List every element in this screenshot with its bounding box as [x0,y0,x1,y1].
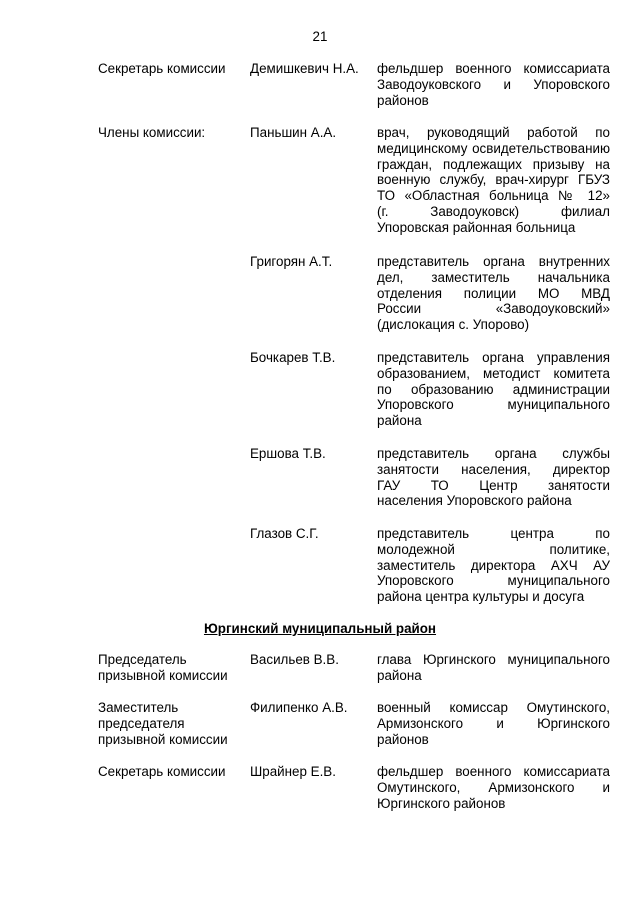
member-position-line: ГАУ ТО Центр занятости [377,477,610,493]
member-name: Глазов С.Г. [250,526,319,541]
page-number: 21 [312,29,328,44]
member-position-line: глава Юргинского муниципального [377,652,610,667]
member-name: Бочкарев Т.В. [250,350,336,365]
member-name: Демишкевич Н.А. [250,61,359,76]
member-position-line: ТО «Областная больница № 12» [377,188,610,204]
member-position-line: районов [377,92,429,108]
member-position-line: Омутинского, Армизонского и [377,779,610,795]
member-role-line: Председатель [98,652,187,667]
member-position [377,700,610,747]
member-position-line: Упоровского муниципального [377,573,610,589]
member-role-line: Секретарь комиссии [98,764,226,779]
member-position [377,350,610,429]
member-position-line: (г. Заводоуковск) филиал [377,203,610,219]
member-position-line: отделения полиции МО МВД [377,285,610,301]
member-role [98,700,248,747]
member-position-line: молодежной политике, [377,541,610,557]
member-position [377,125,610,236]
member-role [98,125,248,141]
member-position-line: медицинскому освидетельствованию [377,140,610,156]
member-name: Паньшин А.А. [250,125,337,140]
member-position-line: представитель центра по [377,526,610,541]
member-position-line: фельдшер военного комиссариата [377,764,610,779]
member-position-line: граждан, подлежащих призыву на [377,156,610,172]
member-name: Григорян А.Т. [250,254,333,269]
member-role [98,652,248,684]
member-position-line: представитель органа внутренних [377,254,610,269]
member-position-line: России «Заводоуковский» [377,301,610,317]
member-position-line: военную службу, врач-хирург ГБУЗ [377,172,610,188]
member-position [377,446,610,509]
member-position-line: фельдшер военного комиссариата [377,61,610,76]
member-name: Васильев В.В. [250,652,339,667]
member-position-line: района [377,667,422,683]
member-role-line: председателя [98,715,185,731]
member-position [377,764,610,811]
member-name: Шрайнер Е.В. [250,764,336,779]
member-position-line: по образованию администрации [377,381,610,397]
member-position-line: Упоровского муниципального [377,397,610,413]
member-position-line: района центра культуры и досуга [377,589,585,605]
member-name: Филипенко А.В. [250,700,348,715]
section-heading-yurginsky: Юргинский муниципальный район [203,621,437,636]
member-role-line: Секретарь комиссии [98,61,226,76]
member-name: Ершова Т.В. [250,446,326,461]
member-position-line: Упоровская районная больница [377,219,576,235]
member-position [377,652,610,684]
member-position-line: (дислокация с. Упорово) [377,317,530,333]
member-position [377,526,610,605]
member-position-line: Заводоуковского и Упоровского [377,76,610,92]
member-position-line: представитель органа службы [377,446,610,461]
member-position-line: военный комиссар Омутинского, [377,700,610,715]
member-role-line: призывной комиссии [98,667,228,683]
member-position [377,61,610,108]
member-position-line: Юргинского районов [377,795,506,811]
member-role [98,764,248,780]
member-position-line: занятости населения, директор [377,461,610,477]
member-position-line: образованием, методист комитета [377,365,610,381]
member-position-line: населения Упоровского района [377,493,572,509]
member-role-line: Заместитель [98,700,179,715]
member-position-line: врач, руководящий работой по [377,125,610,140]
member-position-line: представитель органа управления [377,350,610,365]
member-position-line: района [377,413,422,429]
member-position-line: заместитель директора АХЧ АУ [377,557,610,573]
member-role-line: призывной комиссии [98,731,228,747]
member-position-line: Армизонского и Юргинского [377,715,610,731]
member-position [377,254,610,333]
member-role-line: Члены комиссии: [98,125,206,140]
member-position-line: дел, заместитель начальника [377,269,610,285]
member-role [98,61,248,77]
member-position-line: районов [377,731,429,747]
